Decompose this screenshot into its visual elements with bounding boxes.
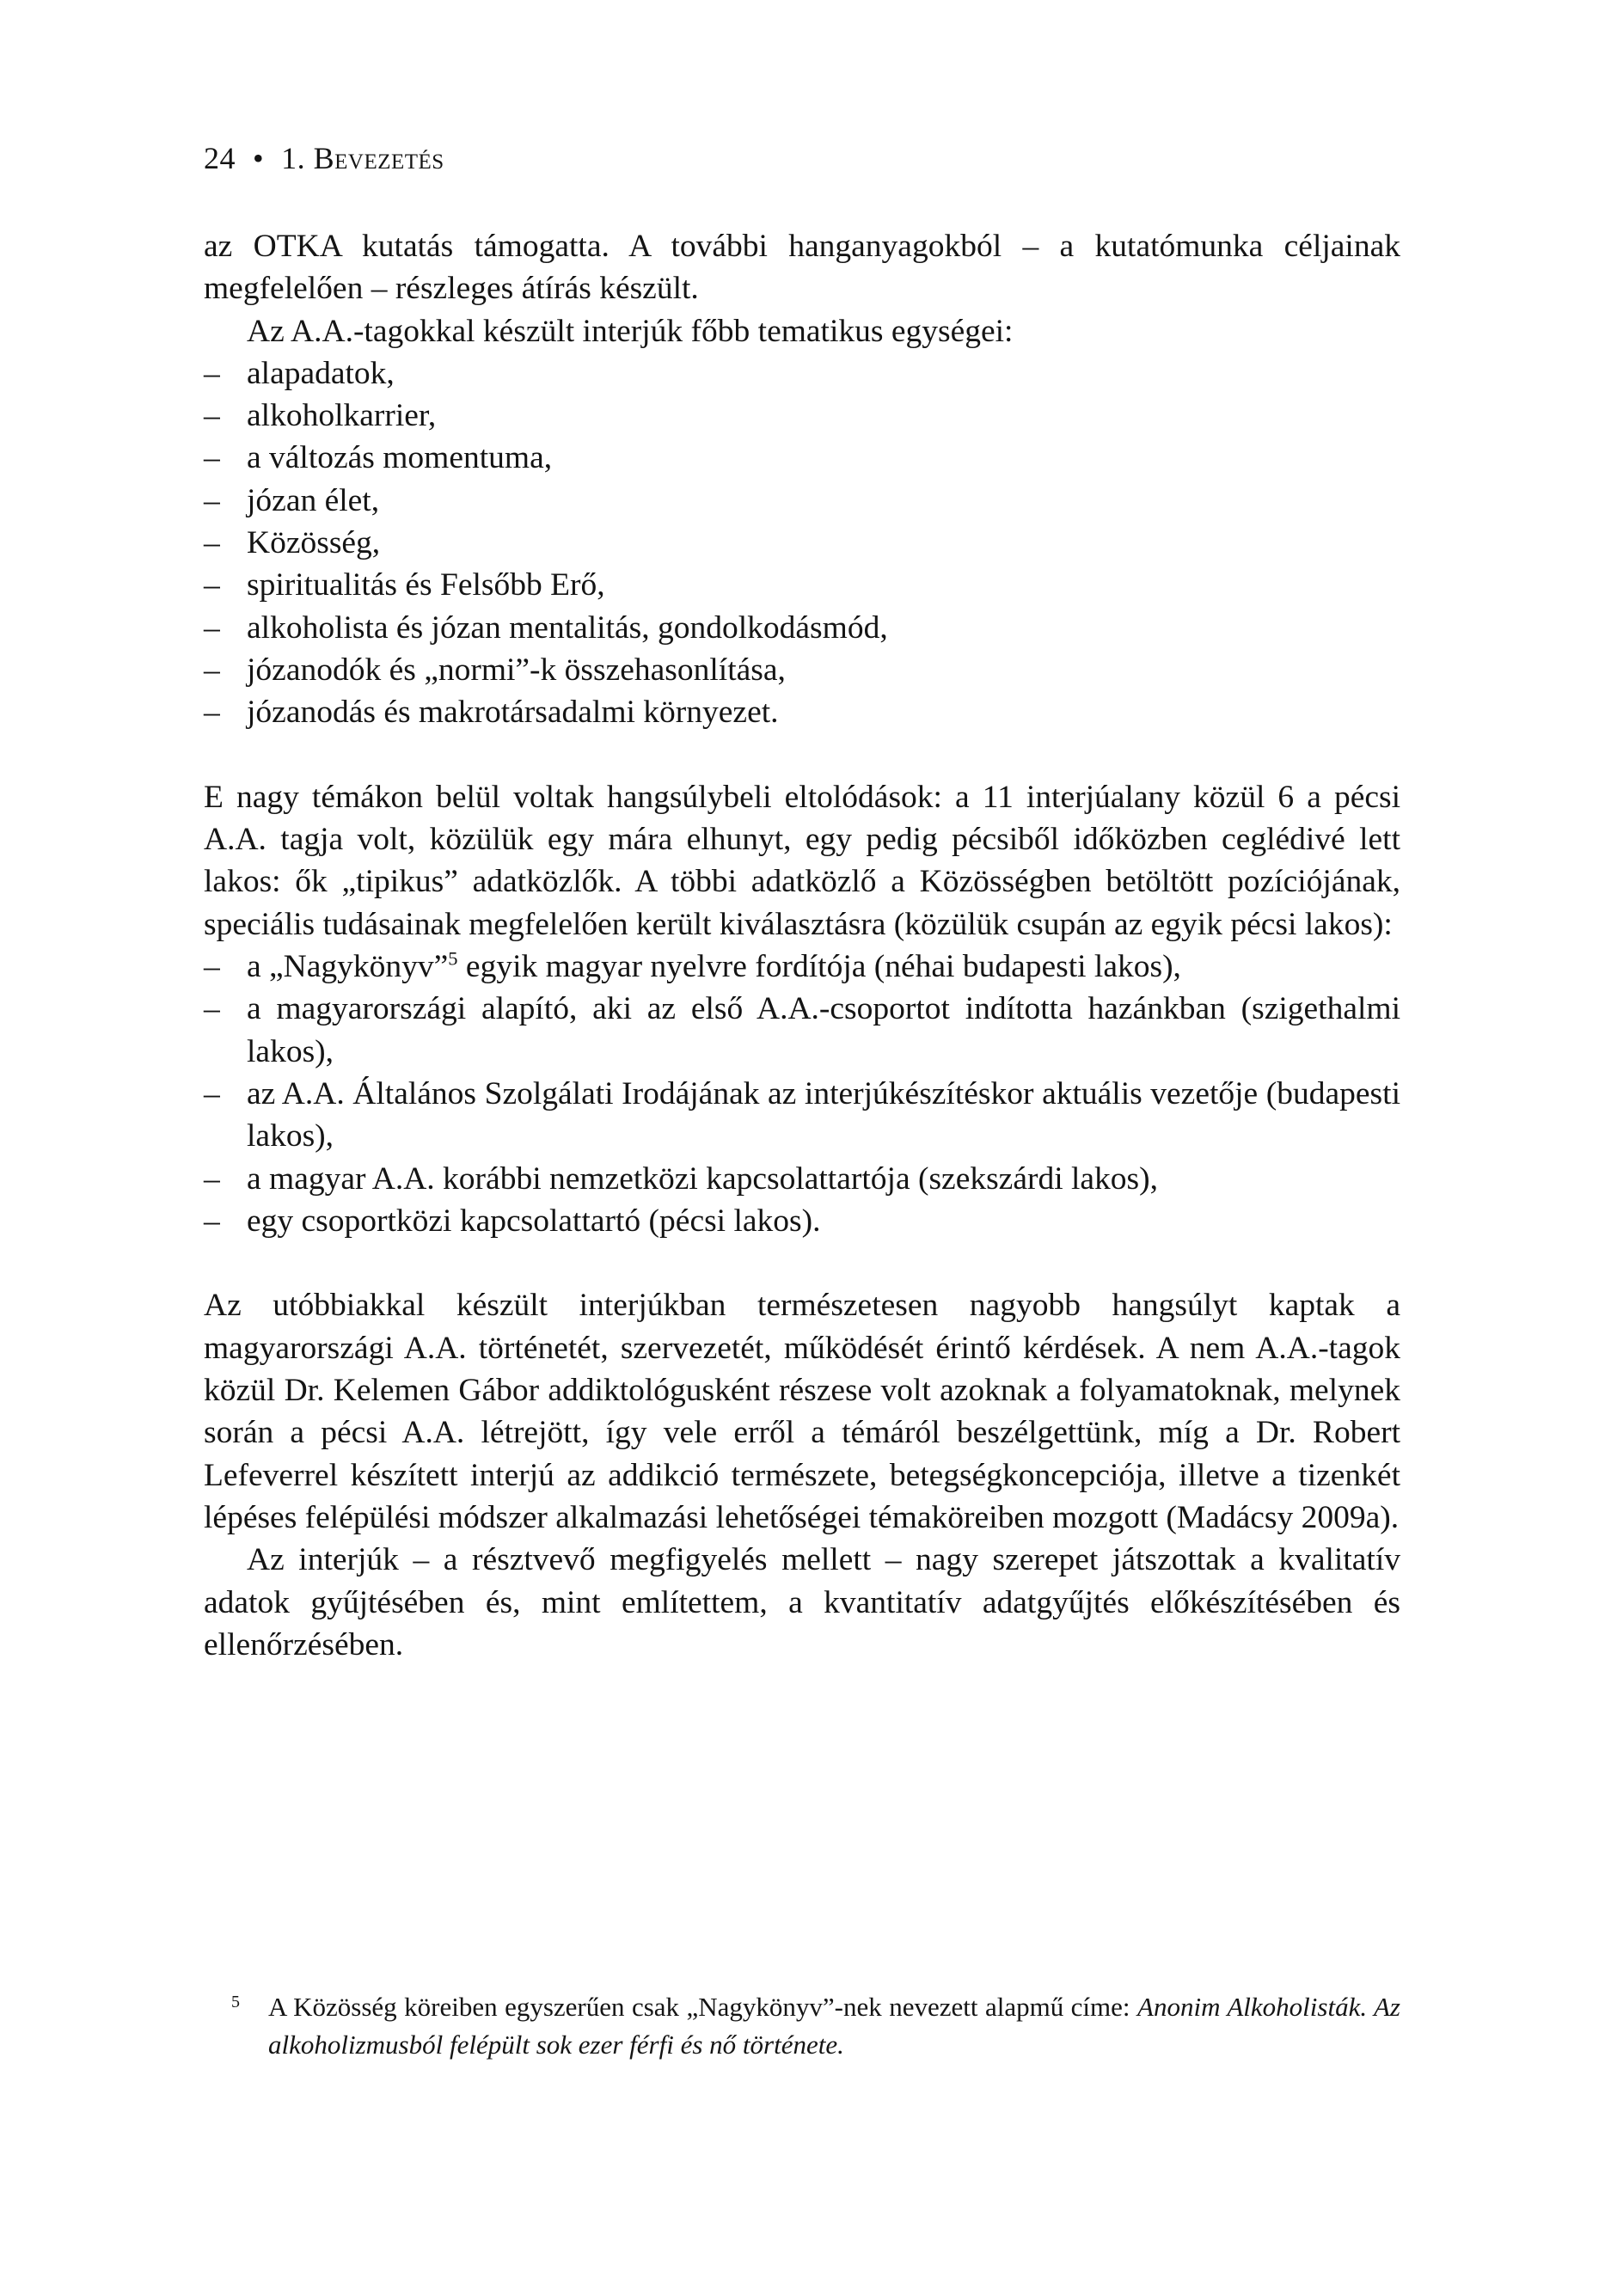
list-item: – a magyarországi alapító, aki az első A.A.-csoportot indította hazánkban (szigethalmi lakos), xyxy=(204,988,1400,1073)
dash-bullet: – xyxy=(204,1075,220,1111)
dash-bullet: – xyxy=(204,567,220,603)
dash-bullet: – xyxy=(204,398,220,434)
chapter-title: 1. Bevezetés xyxy=(281,141,444,175)
list-item: – alkoholista és józan mentalitás, gondolkodásmód, xyxy=(204,607,1400,649)
paragraph-3: E nagy témákon belül voltak hangsúlybeli eltolódások: a 11 interjúalany közül 6 a pécsi A.A. tagja volt, közülük egy mára elhunyt, egy pedig pécsiből időközben ceglédivé lett lakos: ők „tipikus” adatközlők. A többi adatközlő a Közösségben betöltött pozíciójának, speciális tudásainak megfelelően került kiválasztásra (közülük csupán az egyik pécsi lakos): xyxy=(204,779,1400,942)
list-item: – Közösség, xyxy=(204,522,1400,564)
list-item: – józanodás és makrotársadalmi környezet. xyxy=(204,691,1400,733)
header-separator: • xyxy=(253,141,265,175)
body-text xyxy=(204,225,1400,1666)
paragraph-4: Az utóbbiakkal készült interjúkban természetesen nagyobb hangsúlyt kaptak a magyarországi A.A. történetét, szervezetét, működését érintő kérdések. A nem A.A.-tagok közül Dr. Kelemen Gábor addiktológusként részese volt azoknak a folyamatoknak, melynek során a pécsi A.A. létrejött, így vele erről a témáról beszélgettünk, míg a Dr. Robert Lefeverrel készített interjú az addikció természete, betegségkoncepciója, illetve a tizenkét lépéses felépülési módszer alkalmazási lehetőségei témaköreiben mozgott (Madácsy 2009a). xyxy=(204,1288,1400,1535)
footnote-book-title: Anonim Alkoholisták. Az alkoholizmusból felépült sok ezer férfi és nő története. xyxy=(268,1992,1400,2060)
list-item: – spiritualitás és Felsőbb Erő, xyxy=(204,564,1400,606)
footnote-text: A Közösség köreiben egyszerűen csak „Nagykönyv”-nek nevezett alapmű címe: Anonim Alkoholisták. Az alkoholizmusból felépült sok ezer férfi és nő története. xyxy=(268,1992,1400,2060)
list-item: – egy csoportközi kapcsolattartó (pécsi lakos). xyxy=(204,1200,1400,1242)
list-item: – alapadatok, xyxy=(204,352,1400,395)
list-item: – józanodók és „normi”-k összehasonlítása, xyxy=(204,649,1400,691)
footnote-number: 5 xyxy=(231,1993,240,2011)
paragraph-gap xyxy=(204,1242,1400,1284)
running-header xyxy=(204,138,444,179)
dash-bullet: – xyxy=(204,355,220,391)
paragraph-1: az OTKA kutatás támogatta. A további hanganyagokból – a kutatómunka céljainak megfelelően – részleges átírás készült. xyxy=(204,229,1400,307)
dash-bullet: – xyxy=(204,695,220,731)
themes-list xyxy=(204,352,1400,734)
dash-bullet: – xyxy=(204,525,220,561)
dash-bullet: – xyxy=(204,1203,220,1239)
dash-bullet: – xyxy=(204,1160,220,1197)
paragraph-gap xyxy=(204,734,1400,776)
dash-bullet: – xyxy=(204,609,220,646)
list-item: – alkoholkarrier, xyxy=(204,395,1400,437)
paragraph-2: Az A.A.-tagokkal készült interjúk főbb tematikus egységei: xyxy=(247,313,1014,349)
dash-bullet: – xyxy=(204,652,220,688)
dash-bullet: – xyxy=(204,482,220,518)
dash-bullet: – xyxy=(204,949,220,985)
informants-list xyxy=(204,946,1400,1242)
list-item: – a magyar A.A. korábbi nemzetközi kapcsolattartója (szekszárdi lakos), xyxy=(204,1158,1400,1200)
list-item: – az A.A. Általános Szolgálati Irodájának az interjúkészítéskor aktuális vezetője (budapesti lakos), xyxy=(204,1073,1400,1158)
list-item: – a „Nagykönyv”$^5$ egyik magyar nyelvre fordítója (néhai budapesti lakos), xyxy=(204,946,1400,988)
paragraph-5: Az interjúk – a résztvevő megfigyelés mellett – nagy szerepet játszottak a kvalitatív adatok gyűjtésében és, mint említettem, a kvantitatív adatgyűjtés előkészítésében és ellenőrzésében. xyxy=(204,1542,1400,1662)
list-item: – józan élet, xyxy=(204,480,1400,522)
list-item: – a változás momentuma, xyxy=(204,437,1400,479)
dash-bullet: – xyxy=(204,440,220,476)
footnote xyxy=(204,1988,1400,2064)
page-number: 24 xyxy=(204,141,236,175)
dash-bullet: – xyxy=(204,991,220,1027)
footnote-reference[interactable]: 5 xyxy=(448,947,458,970)
